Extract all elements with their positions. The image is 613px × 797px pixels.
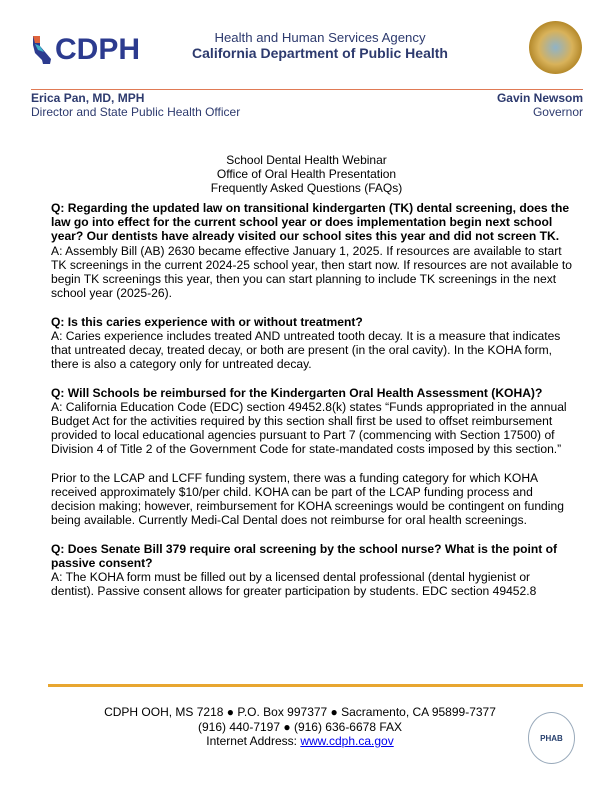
governor-title: Governor (532, 105, 583, 119)
faq-answer: A: California Education Code (EDC) section 49452.8(k) states “Funds appropriated in the annual Budget Act for the activities required by this section shall first be used to offset reimbursement provided to local educational agencies pursuant to Part 7 (commencing with Section 17500) of Division 4 of Title 2 of the Government Code for state-mandated costs imposed by this section.” (51, 399, 567, 457)
title-line: Office of Oral Health Presentation (216, 167, 397, 181)
title-line: School Dental Health Webinar (226, 153, 387, 167)
website-link[interactable]: www.cdph.ca.gov (300, 734, 394, 748)
director-name: Erica Pan, MD, MPH (31, 91, 145, 105)
faq-item (51, 315, 575, 372)
director-title: Director and State Public Health Officer (31, 105, 241, 119)
faq-content (51, 201, 575, 613)
internet-label: Internet Address: (206, 734, 301, 748)
agency-name: Health and Human Services Agency (214, 30, 426, 45)
faq-item (51, 386, 575, 457)
footer-internet (80, 734, 520, 749)
phab-logo-text: PHAB (540, 733, 563, 743)
faq-question: Q: Does Senate Bill 379 require oral screening by the school nurse? What is the point of passive consent? (51, 541, 558, 571)
cdph-logo (31, 33, 140, 67)
governor-name: Gavin Newsom (496, 91, 583, 105)
faq-question: Q: Is this caries experience with or without treatment? (51, 314, 363, 329)
faq-answer: A: Assembly Bill (AB) 2630 became effective January 1, 2025. If resources are available to start TK screenings in the current 2024-25 school year, then start now. If resources are not available to begin TK screenings this year, then you can start planning to include TK screenings in the next school year (2025-26). (51, 243, 572, 301)
header-divider (31, 89, 583, 90)
faq-question: Q: Regarding the updated law on transitional kindergarten (TK) dental screening, does the law go into effect for the current school year or does implementation begin next school year? Our dentists have already visited our school sites this year and did not screen TK. (51, 201, 570, 244)
footer-address: CDPH OOH, MS 7218 ● P.O. Box 997377 ● Sacramento, CA 95899-7377 (104, 705, 496, 719)
faq-item (51, 201, 575, 300)
faq-answer: A: The KOHA form must be filled out by a licensed dental professional (dental hygienist or dentist). Passive consent allows for greater participation by students. EDC section 49452.8 (51, 570, 537, 599)
california-map-icon (31, 35, 53, 65)
faq-answer-continued: Prior to the LCAP and LCFF funding system, there was a funding category for which KOHA received approximately $10/per child. KOHA can be part of the LCAP funding process and decision making; however, reimbursement for KOHA screenings would be contingent on funding being available. Currently Medi-Cal Dental does not reimburse for oral health screenings. (51, 470, 564, 528)
state-seal-icon (529, 21, 582, 74)
faq-item (51, 542, 575, 599)
document-title (0, 153, 613, 195)
department-name: California Department of Public Health (192, 45, 448, 61)
footer-divider (48, 684, 583, 687)
footer (80, 705, 520, 749)
footer-phones: (916) 440-7197 ● (916) 636-6678 FAX (197, 719, 403, 734)
phab-accreditation-logo (528, 712, 575, 764)
title-line: Frequently Asked Questions (FAQs) (210, 181, 403, 195)
faq-answer: A: Caries experience includes treated AND untreated tooth decay. It is a measure that indicates that untreated decay, treated decay, or both are present (in the oral cavity). In the KOHA form, there is also a category only for untreated decay. (51, 328, 561, 372)
faq-question: Q: Will Schools be reimbursed for the Kindergarten Oral Health Assessment (KOHA)? (51, 385, 543, 400)
logo-text: CDPH (55, 33, 141, 66)
